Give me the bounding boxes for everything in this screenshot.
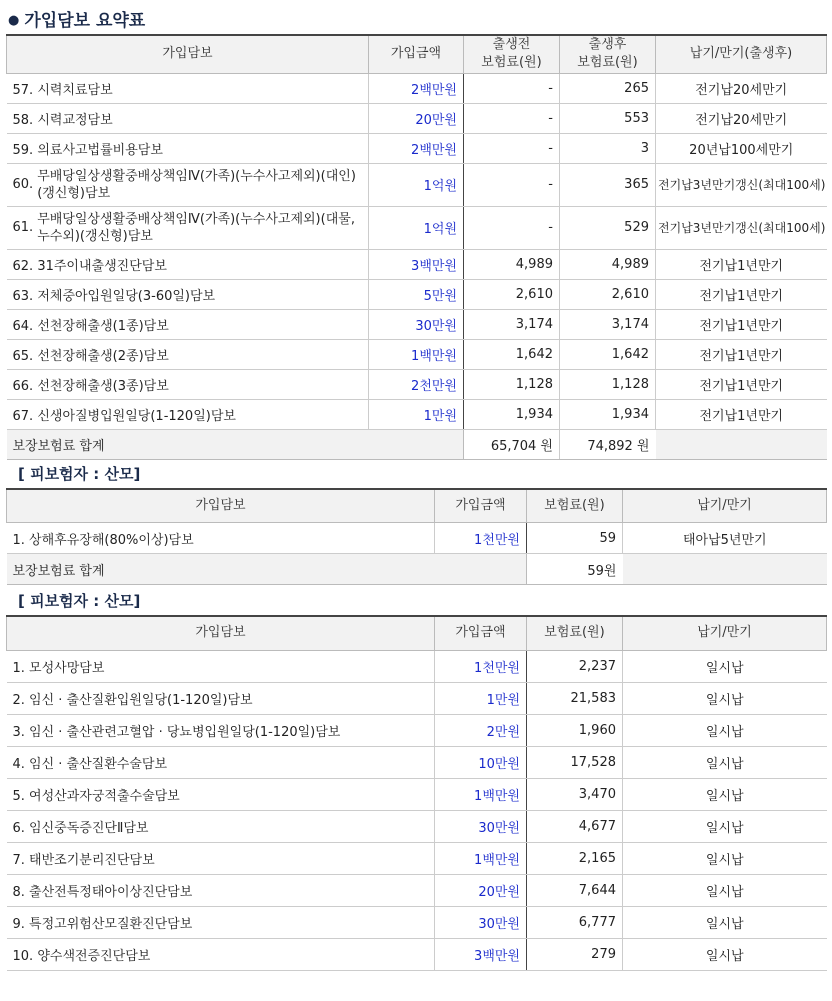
row-no: 5. <box>12 788 25 804</box>
row-no: 10. <box>12 948 34 964</box>
row-amount: 10만원 <box>435 746 527 778</box>
header-name: 가입담보 <box>7 489 435 523</box>
row-name <box>7 938 435 970</box>
row-no: 3. <box>12 724 25 740</box>
row-after: 4,989 <box>560 249 656 279</box>
row-no: 7. <box>12 852 25 868</box>
table-row <box>7 133 827 163</box>
table-row <box>7 938 827 970</box>
summary-title-text: 가입담보 요약표 <box>24 11 146 31</box>
row-term: 일시납 <box>623 714 827 746</box>
row-label: 태반조기분리진단담보 <box>29 852 155 868</box>
row-no: 62. <box>12 258 34 274</box>
table-row <box>7 163 827 206</box>
row-label: 여성산과자궁적출수술담보 <box>29 788 180 804</box>
row-after: 529 <box>560 206 656 249</box>
row-name <box>7 369 369 399</box>
table-row <box>7 73 827 103</box>
row-name <box>7 339 369 369</box>
row-premium: 17,528 <box>527 746 623 778</box>
header-after <box>560 35 656 73</box>
row-name <box>7 650 435 682</box>
header-term: 납기/만기(출생후) <box>656 35 827 73</box>
row-name <box>7 163 369 206</box>
row-amount: 3백만원 <box>435 938 527 970</box>
row-amount: 2만원 <box>435 714 527 746</box>
total-row <box>7 554 827 585</box>
row-name <box>7 682 435 714</box>
row-name <box>7 778 435 810</box>
table-row <box>7 249 827 279</box>
row-term: 전기납1년만기 <box>656 249 827 279</box>
table-row <box>7 369 827 399</box>
row-before: - <box>464 133 560 163</box>
row-label: 상해후유장해(80%이상)담보 <box>29 532 194 548</box>
row-amount: 2천만원 <box>369 369 464 399</box>
table-row <box>7 682 827 714</box>
row-label: 의료사고법률비용담보 <box>37 142 163 158</box>
header-term: 납기/만기 <box>623 489 827 523</box>
row-no: 1. <box>12 660 25 676</box>
row-label: 저체중아입원일당(3-60일)담보 <box>37 288 216 304</box>
row-term: 일시납 <box>623 778 827 810</box>
row-term: 일시납 <box>623 842 827 874</box>
row-no: 64. <box>12 318 34 334</box>
row-name <box>7 810 435 842</box>
row-amount: 30만원 <box>435 810 527 842</box>
row-term: 일시납 <box>623 682 827 714</box>
header-name: 가입담보 <box>7 35 369 73</box>
row-no: 60. <box>12 177 34 192</box>
table-row <box>7 778 827 810</box>
row-name <box>7 746 435 778</box>
row-no: 4. <box>12 756 25 772</box>
header-after-line2: 보험료(원) <box>577 55 638 71</box>
row-premium: 2,237 <box>527 650 623 682</box>
row-term: 20년납100세만기 <box>656 133 827 163</box>
row-before: - <box>464 206 560 249</box>
row-no: 9. <box>12 916 25 932</box>
header-term: 납기/만기 <box>623 616 827 650</box>
row-term: 일시납 <box>623 874 827 906</box>
row-label: 임신 · 출산질환수술담보 <box>29 756 168 772</box>
row-after: 2,610 <box>560 279 656 309</box>
row-amount: 30만원 <box>369 309 464 339</box>
row-amount: 1만원 <box>369 399 464 429</box>
row-name <box>7 73 369 103</box>
table-row <box>7 523 827 554</box>
row-after: 1,642 <box>560 339 656 369</box>
row-term: 일시납 <box>623 810 827 842</box>
row-name <box>7 279 369 309</box>
row-before: - <box>464 163 560 206</box>
row-premium: 21,583 <box>527 682 623 714</box>
row-term: 일시납 <box>623 746 827 778</box>
row-before: 4,989 <box>464 249 560 279</box>
row-before: - <box>464 73 560 103</box>
row-before: 1,934 <box>464 399 560 429</box>
header-name: 가입담보 <box>7 616 435 650</box>
row-label: 선천장해출생(1종)담보 <box>37 318 169 334</box>
row-amount: 2백만원 <box>369 133 464 163</box>
table-row <box>7 650 827 682</box>
row-amount: 30만원 <box>435 906 527 938</box>
table-row <box>7 810 827 842</box>
row-name <box>7 249 369 279</box>
row-label: 선천장해출생(2종)담보 <box>37 348 169 364</box>
header-premium: 보험료(원) <box>527 489 623 523</box>
row-term: 전기납1년만기 <box>656 369 827 399</box>
row-name <box>7 842 435 874</box>
row-label: 모성사망담보 <box>29 660 105 676</box>
table-row <box>7 279 827 309</box>
row-term: 일시납 <box>623 906 827 938</box>
row-after: 3 <box>560 133 656 163</box>
summary-title: ● 가입담보 요약표 <box>8 11 146 31</box>
table-row <box>7 714 827 746</box>
row-before: 1,642 <box>464 339 560 369</box>
row-after: 553 <box>560 103 656 133</box>
row-name <box>7 103 369 133</box>
row-term: 일시납 <box>623 650 827 682</box>
row-no: 65. <box>12 348 34 364</box>
row-label: 31주이내출생진단담보 <box>37 258 167 274</box>
header-before <box>464 35 560 73</box>
row-term: 전기납20세만기 <box>656 103 827 133</box>
total-before: 65,704 원 <box>464 429 560 459</box>
table-row <box>7 906 827 938</box>
header-amount: 가입금액 <box>435 616 527 650</box>
row-no: 1. <box>12 532 25 548</box>
row-after: 1,128 <box>560 369 656 399</box>
table-row <box>7 339 827 369</box>
row-amount: 5만원 <box>369 279 464 309</box>
row-no: 6. <box>12 820 25 836</box>
table-row <box>7 746 827 778</box>
row-no: 57. <box>12 82 34 98</box>
total-empty <box>656 429 827 459</box>
total-label: 보장보험료 합계 <box>7 554 527 585</box>
row-premium: 279 <box>527 938 623 970</box>
row-name <box>7 714 435 746</box>
table-row <box>7 309 827 339</box>
row-amount: 3백만원 <box>369 249 464 279</box>
header-amount: 가입금액 <box>435 489 527 523</box>
row-name <box>7 399 369 429</box>
row-before: 3,174 <box>464 309 560 339</box>
row-after: 365 <box>560 163 656 206</box>
header-premium: 보험료(원) <box>527 616 623 650</box>
header-before-line2: 보험료(원) <box>481 55 542 71</box>
row-term: 전기납1년만기 <box>656 399 827 429</box>
row-label: 출산전특정태아이상진단담보 <box>29 884 193 900</box>
row-no: 8. <box>12 884 25 900</box>
row-no: 63. <box>12 288 34 304</box>
row-name <box>7 523 435 554</box>
row-label: 임신 · 출산질환입원일당(1-120일)담보 <box>29 692 253 708</box>
row-label: 시력교정담보 <box>37 112 113 128</box>
row-amount: 1백만원 <box>435 778 527 810</box>
row-no: 67. <box>12 408 34 424</box>
row-label: 특정고위험산모질환진단담보 <box>29 916 193 932</box>
row-name <box>7 874 435 906</box>
row-label: 시력치료담보 <box>37 82 113 98</box>
row-premium: 7,644 <box>527 874 623 906</box>
row-amount: 1백만원 <box>435 842 527 874</box>
row-before: - <box>464 103 560 133</box>
header-after-line1: 출생후 <box>588 37 627 53</box>
row-premium: 2,165 <box>527 842 623 874</box>
row-term: 전기납1년만기 <box>656 309 827 339</box>
row-label: 임신중독증진단Ⅱ담보 <box>29 820 149 836</box>
row-amount: 20만원 <box>435 874 527 906</box>
total-premium: 59원 <box>527 554 623 585</box>
row-premium: 6,777 <box>527 906 623 938</box>
row-no: 2. <box>12 692 25 708</box>
total-row <box>7 429 827 459</box>
row-premium: 1,960 <box>527 714 623 746</box>
table-row <box>7 206 827 249</box>
row-amount: 1백만원 <box>369 339 464 369</box>
table-row <box>7 399 827 429</box>
row-premium: 3,470 <box>527 778 623 810</box>
row-amount: 2백만원 <box>369 73 464 103</box>
row-label: 임신 · 출산관련고혈압 · 당뇨병입원일당(1-120일)담보 <box>29 724 341 740</box>
row-term: 전기납3년만기갱신(최대100세) <box>656 206 827 249</box>
row-term: 전기납1년만기 <box>656 339 827 369</box>
row-amount: 1억원 <box>369 206 464 249</box>
mother1-table <box>6 488 827 586</box>
row-after: 1,934 <box>560 399 656 429</box>
row-before: 2,610 <box>464 279 560 309</box>
row-before: 1,128 <box>464 369 560 399</box>
row-no: 66. <box>12 378 34 394</box>
row-no: 59. <box>12 142 34 158</box>
row-label: 무배당일상생활중배상책임Ⅳ(가족)(누수사고제외)(대인)(갱신형)담보 <box>37 168 356 201</box>
table-row <box>7 874 827 906</box>
row-name <box>7 906 435 938</box>
row-name <box>7 206 369 249</box>
total-empty <box>623 554 827 585</box>
mother1-title: [ 피보험자 : 산모] <box>18 464 141 483</box>
row-no: 58. <box>12 112 34 128</box>
row-amount: 20만원 <box>369 103 464 133</box>
row-amount: 1천만원 <box>435 523 527 554</box>
row-premium: 4,677 <box>527 810 623 842</box>
total-after: 74,892 원 <box>560 429 656 459</box>
row-name <box>7 309 369 339</box>
table-row <box>7 103 827 133</box>
row-name <box>7 133 369 163</box>
row-term: 전기납1년만기 <box>656 279 827 309</box>
row-after: 265 <box>560 73 656 103</box>
total-label: 보장보험료 합계 <box>7 429 464 459</box>
row-amount: 1만원 <box>435 682 527 714</box>
row-label: 선천장해출생(3종)담보 <box>37 378 169 394</box>
row-term: 전기납3년만기갱신(최대100세) <box>656 163 827 206</box>
row-after: 3,174 <box>560 309 656 339</box>
mother2-title: [ 피보험자 : 산모] <box>18 592 141 610</box>
row-label: 무배당일상생활중배상책임Ⅳ(가족)(누수사고제외)(대물,누수외)(갱신형)담보 <box>37 211 355 244</box>
row-label: 신생아질병입원일당(1-120일)담보 <box>37 408 236 424</box>
row-term: 전기납20세만기 <box>656 73 827 103</box>
row-amount: 1억원 <box>369 163 464 206</box>
mother2-table <box>6 615 827 971</box>
row-term: 일시납 <box>623 938 827 970</box>
row-amount: 1천만원 <box>435 650 527 682</box>
row-no: 61. <box>12 220 34 235</box>
row-term: 태아납5년만기 <box>623 523 827 554</box>
table-row <box>7 842 827 874</box>
header-amount: 가입금액 <box>369 35 464 73</box>
summary-table <box>6 34 827 460</box>
row-label: 양수색전증진단담보 <box>37 948 151 964</box>
row-premium: 59 <box>527 523 623 554</box>
header-before-line1: 출생전 <box>492 37 531 53</box>
